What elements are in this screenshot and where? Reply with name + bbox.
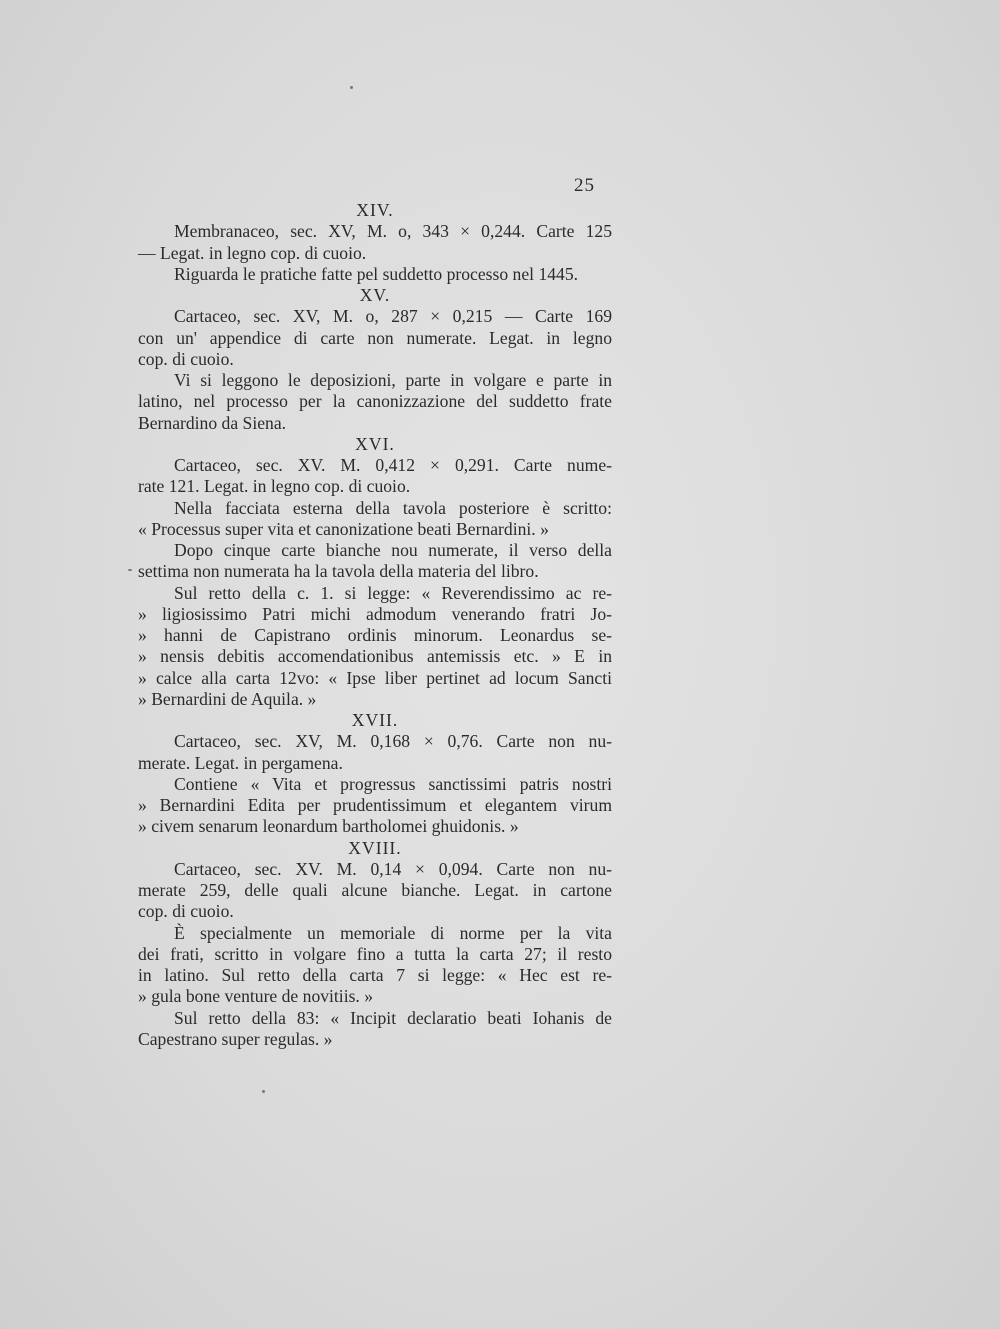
text-line: Cartaceo, sec. XV. M. 0,14 × 0,094. Carte non nu- bbox=[174, 858, 612, 879]
text-line: rate 121. Legat. in legno cop. di cuoio. bbox=[138, 476, 411, 497]
text-line: Cartaceo, sec. XV. M. 0,412 × 0,291. Carte nume- bbox=[174, 455, 612, 475]
text-line: » hanni de Capistrano ordinis minorum. Leonardus se- bbox=[138, 625, 612, 645]
text-line: latino, nel processo per la canonizzazione del suddetto frate bbox=[138, 391, 612, 412]
text-line: Sul retto della c. 1. si legge: « Reverendissimo ac re- bbox=[174, 582, 612, 603]
text-line: » Bernardini Edita per prudentissimum et elegantem virum bbox=[138, 795, 612, 815]
text-line: merate. Legat. in pergamena. bbox=[138, 752, 343, 773]
text-line: cop. di cuoio. bbox=[138, 348, 234, 369]
text-line: in latino. Sul retto della carta 7 si legge: « Hec est re- bbox=[138, 965, 612, 985]
section-heading: XV. bbox=[359, 285, 391, 305]
text-line: » Bernardini de Aquila. » bbox=[138, 688, 317, 709]
text-line: » calce alla carta 12vo: « Ipse liber pertinet ad locum Sancti bbox=[138, 667, 612, 688]
text-line: » ligiosissimo Patri michi admodum venerando fratri Jo- bbox=[138, 603, 612, 624]
text-line: Nella facciata esterna della tavola posteriore è scritto: bbox=[174, 497, 612, 518]
text-line: » civem senarum leonardum bartholomei ghuidonis. » bbox=[138, 816, 519, 837]
text-line: — Legat. in legno cop. di cuoio. bbox=[138, 242, 367, 263]
text-line: dei frati, scritto in volgare fino a tutta la carta 27; il resto bbox=[138, 943, 612, 964]
text-line: Contiene « Vita et progressus sanctissimi patris nostri bbox=[174, 773, 612, 794]
text-line: Membranaceo, sec. XV, M. o, 343 × 0,244. Carte 125 bbox=[174, 221, 612, 242]
section-heading: XVI. bbox=[355, 433, 395, 454]
text-line: » gula bone venture de novitiis. » bbox=[138, 986, 374, 1007]
section-heading: XVIII. bbox=[348, 837, 402, 858]
text-line: Vi si leggono le deposizioni, parte in volgare e parte in bbox=[174, 370, 612, 390]
text-line: « Processus super vita et canonizatione beati Bernardini. » bbox=[138, 518, 549, 539]
text-line: Cartaceo, sec. XV, M. o, 287 × 0,215 — Carte 169 bbox=[174, 306, 612, 327]
text-line: Bernardino da Siena. bbox=[138, 412, 287, 433]
text-line: settima non numerata ha la tavola della materia del libro. bbox=[138, 561, 539, 582]
text-block bbox=[138, 200, 612, 1050]
speck-mark bbox=[128, 569, 132, 571]
section-heading: XVII. bbox=[351, 710, 399, 730]
text-line: cop. di cuoio. bbox=[138, 901, 234, 922]
text-line: Sul retto della 83: « Incipit declaratio beati Iohanis de bbox=[174, 1007, 612, 1028]
text-line: Capestrano super regulas. » bbox=[138, 1028, 333, 1049]
text-line: Cartaceo, sec. XV, M. 0,168 × 0,76. Carte non nu- bbox=[174, 731, 612, 752]
page-number: 25 bbox=[574, 175, 595, 196]
text-line: Dopo cinque carte bianche nou numerate, il verso della bbox=[174, 540, 612, 560]
text-line: con un' appendice di carte non numerate. Legat. in legno bbox=[138, 327, 612, 348]
section-heading: XIV. bbox=[356, 200, 394, 220]
text-line: Riguarda le pratiche fatte pel suddetto processo nel 1445. bbox=[174, 263, 579, 284]
text-line: È specialmente un memoriale di norme per la vita bbox=[174, 922, 612, 943]
text-line: » nensis debitis accomendationibus antemissis etc. » E in bbox=[138, 646, 612, 667]
speck-mark bbox=[262, 1090, 265, 1093]
text-line: merate 259, delle quali alcune bianche. Legat. in cartone bbox=[138, 880, 612, 900]
speck-mark bbox=[350, 86, 353, 89]
